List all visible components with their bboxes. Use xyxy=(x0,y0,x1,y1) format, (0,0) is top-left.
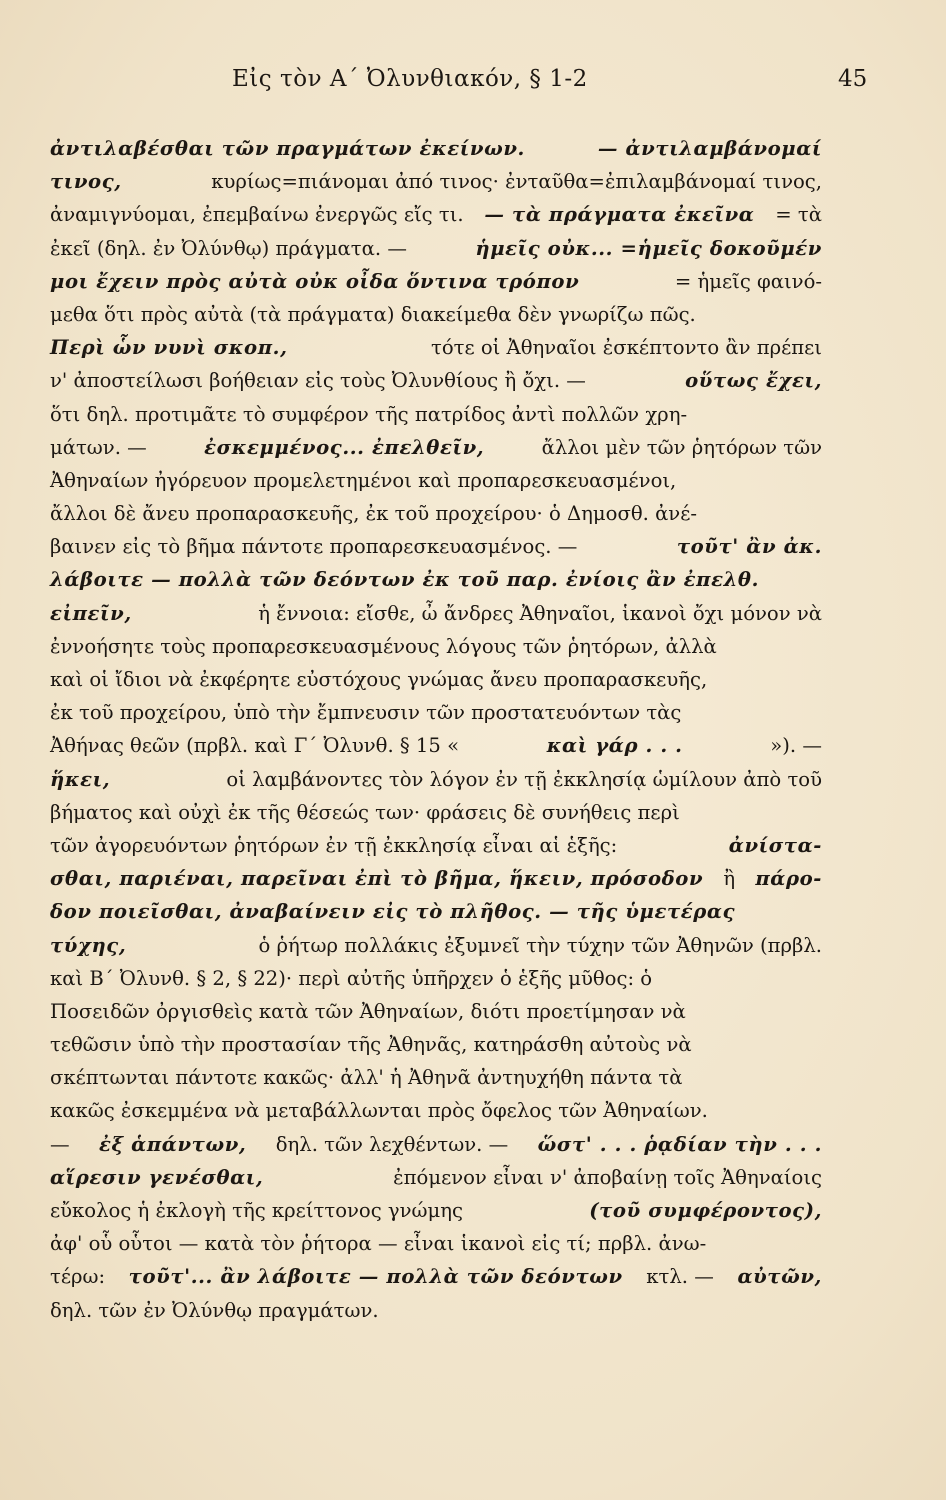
gloss-text: ἢ xyxy=(723,867,736,891)
gloss-text: κυρίως=πιάνομαι ἀπό τινος· ἐνταῦθα=ἐπιλαμβάνομαί τινος, xyxy=(211,170,822,194)
text-line xyxy=(50,530,822,563)
gloss-text: βήματος καὶ οὐχὶ ἐκ τῆς θέσεώς των· φράσεις δὲ συνήθεις περὶ xyxy=(50,800,680,824)
lemma-text: λάβοιτε — πολλὰ τῶν δεόντων ἐκ τοῦ παρ. ἐνίοις ἂν ἐπελθ. xyxy=(50,568,760,592)
text-line xyxy=(50,1227,822,1260)
gloss-text: — xyxy=(50,1132,70,1156)
text-line xyxy=(50,597,822,630)
lemma-text: ὥστ' . . . ῥᾳδίαν τὴν . . . xyxy=(537,1132,822,1156)
gloss-text: ἐννοήσητε τοὺς προπαρεσκευασμένους λόγους τῶν ῥητόρων, ἀλλὰ xyxy=(50,634,717,658)
text-line xyxy=(50,763,822,796)
gloss-text: ἐκεῖ (δηλ. ἐν Ὀλύνθῳ) πράγματα. — xyxy=(50,236,407,260)
text-line xyxy=(50,630,822,663)
text-line xyxy=(50,232,822,265)
lemma-text: ἀνίστα- xyxy=(728,833,822,857)
lemma-text: δον ποιεῖσθαι, ἀναβαίνειν εἰς τὸ πλῆθος. — τῆς ὑμετέρας xyxy=(50,900,736,924)
text-line xyxy=(50,298,822,331)
lemma-text: καὶ γάρ . . . xyxy=(546,734,683,758)
gloss-text: μεθα ὅτι πρὸς αὐτὰ (τὰ πράγματα) διακείμεθα δὲν γνωρίζω πῶς. xyxy=(50,302,696,326)
lemma-text: αὐτῶν, xyxy=(737,1265,822,1289)
gloss-text: τῶν ἀγορευόντων ῥητόρων ἐν τῇ ἐκκλησίᾳ εἶναι αἱ ἑξῆς: xyxy=(50,833,618,857)
gloss-text: εὔκολος ἡ ἐκλογὴ τῆς κρείττονος γνώμης xyxy=(50,1199,463,1222)
gloss-text: τέρω: xyxy=(50,1265,106,1289)
gloss-text: σκέπτωνται πάντοτε κακῶς· ἀλλ' ἡ Ἀθηνᾶ ἀντηυχήθη πάντα τὰ xyxy=(50,1066,683,1090)
lemma-text: ἐσκεμμένος... ἐπελθεῖν, xyxy=(204,435,485,459)
lemma-text: Περὶ ὧν νυνὶ σκοπ., xyxy=(50,336,288,360)
text-line xyxy=(50,132,822,165)
text-line xyxy=(50,962,822,995)
gloss-text: ἐπόμενον εἶναι ν' ἀποβαίνῃ τοῖς Ἀθηναίοις xyxy=(393,1165,822,1189)
gloss-text: δηλ. τῶν ἐν Ὀλύνθῳ πραγμάτων. xyxy=(50,1298,379,1322)
text-line xyxy=(50,1194,822,1227)
page-header xyxy=(0,60,946,110)
page-number: 45 xyxy=(838,66,868,92)
gloss-text: = τὰ xyxy=(775,203,822,227)
gloss-text: ν' ἀποστείλωσι βοήθειαν εἰς τοὺς Ὀλυνθίους ἢ ὄχι. — xyxy=(50,369,586,393)
gloss-text: »). — xyxy=(770,734,822,758)
gloss-text: καὶ οἱ ἴδιοι νὰ ἐκφέρητε εὐστόχους γνώμας ἄνευ προπαρασκευῆς, xyxy=(50,668,708,691)
text-line xyxy=(50,796,822,829)
gloss-text: ὁ ῥήτωρ πολλάκις ἐξυμνεῖ τὴν τύχην τῶν Ἀθηνῶν (πρβλ. xyxy=(258,933,822,957)
text-line xyxy=(50,563,822,596)
text-line xyxy=(50,497,822,530)
text-line xyxy=(50,1028,822,1061)
text-line xyxy=(50,729,822,762)
lemma-text: σθαι, παριέναι, παρεῖναι ἐπὶ τὸ βῆμα, ἥκειν, πρόσοδον xyxy=(50,867,704,891)
lemma-text: ἥκει, xyxy=(50,767,111,791)
lemma-text: τινος, xyxy=(50,170,122,194)
text-line xyxy=(50,364,822,397)
gloss-text: βαινεν εἰς τὸ βῆμα πάντοτε προπαρεσκευασμένος. — xyxy=(50,535,578,559)
text-line xyxy=(50,1161,822,1194)
text-line xyxy=(50,464,822,497)
lemma-text: τοῦτ' ἂν ἀκ. xyxy=(676,535,822,559)
lemma-text: αἵρεσιν γενέσθαι, xyxy=(50,1165,264,1189)
text-line xyxy=(50,995,822,1028)
gloss-text: Ποσειδῶν ὀργισθεὶς κατὰ τῶν Ἀθηναίων, διότι προετίμησαν νὰ xyxy=(50,999,686,1023)
text-line xyxy=(50,1094,822,1127)
text-line xyxy=(50,929,822,962)
lemma-text: ἐξ ἁπάντων, xyxy=(99,1132,247,1156)
gloss-text: κτλ. — xyxy=(646,1265,714,1289)
text-line xyxy=(50,265,822,298)
gloss-text: ἐκ τοῦ προχείρου, ὑπὸ τὴν ἔμπνευσιν τῶν προστατευόντων τὰς xyxy=(50,701,682,725)
lemma-text: — ἀντιλαμβάνομαί xyxy=(597,137,822,160)
gloss-text: Ἀθήνας θεῶν (πρβλ. καὶ Γ΄ Ὀλυνθ. § 15 « xyxy=(50,734,460,758)
text-line xyxy=(50,696,822,729)
gloss-text: δηλ. τῶν λεχθέντων. — xyxy=(275,1132,509,1156)
text-line xyxy=(50,1294,822,1327)
text-line xyxy=(50,1061,822,1094)
text-line xyxy=(50,829,822,862)
lemma-text: (τοῦ συμφέροντος), xyxy=(589,1199,822,1222)
gloss-text: ἀφ' οὗ οὗτοι — κατὰ τὸν ῥήτορα — εἶναι ἱκανοὶ εἰς τί; πρβλ. ἀνω- xyxy=(50,1232,707,1256)
lemma-text: εἰπεῖν, xyxy=(50,601,132,625)
text-line xyxy=(50,862,822,895)
gloss-text: ἡ ἔννοια: εἴσθε, ὦ ἄνδρες Ἀθηναῖοι, ἱκανοὶ ὄχι μόνον νὰ xyxy=(258,601,822,625)
gloss-text: μάτων. — xyxy=(50,435,147,459)
text-line xyxy=(50,165,822,198)
text-line xyxy=(50,398,822,431)
gloss-text: οἱ λαμβάνοντες τὸν λόγον ἐν τῇ ἐκκλησίᾳ ὡμίλουν ἀπὸ τοῦ xyxy=(226,767,822,791)
gloss-text: ἄλλοι μὲν τῶν ῥητόρων τῶν xyxy=(541,435,822,459)
text-line xyxy=(50,895,822,928)
text-line xyxy=(50,431,822,464)
running-head: Εἰς τὸν Α΄ Ὀλυνθιακόν, § 1-2 xyxy=(232,66,588,92)
gloss-text: τεθῶσιν ὑπὸ τὴν προστασίαν τῆς Ἀθηνᾶς, κατηράσθη αὐτοὺς νὰ xyxy=(50,1033,692,1057)
lemma-text: — τὰ πράγματα ἐκεῖνα xyxy=(484,203,755,227)
gloss-text: καὶ Β΄ Ὀλυνθ. § 2, § 22)· περὶ αὐτῆς ὑπῆρχεν ὁ ἑξῆς μῦθος: ὁ xyxy=(50,966,653,990)
lemma-text: τοῦτ'... ἂν λάβοιτε — πολλὰ τῶν δεόντων xyxy=(128,1265,623,1289)
text-line xyxy=(50,331,822,364)
text-line xyxy=(50,1128,822,1161)
gloss-text: ὅτι δηλ. προτιμᾶτε τὸ συμφέρον τῆς πατρίδος ἀντὶ πολλῶν χρη- xyxy=(50,402,688,426)
gloss-text: ἀναμιγνύομαι, ἐπεμβαίνω ἐνεργῶς εἴς τι. xyxy=(50,203,464,227)
lemma-text: μοι ἔχειν πρὸς αὐτὰ οὐκ οἶδα ὅντινα τρόπον xyxy=(50,269,580,293)
lemma-text: ἡμεῖς οὐκ... =ἡμεῖς δοκοῦμέν xyxy=(475,236,822,260)
gloss-text: κακῶς ἐσκεμμένα νὰ μεταβάλλωνται πρὸς ὄφελος τῶν Ἀθηναίων. xyxy=(50,1099,708,1123)
text-line xyxy=(50,1260,822,1293)
text-line xyxy=(50,198,822,231)
lemma-text: οὕτως ἔχει, xyxy=(685,369,822,393)
commentary-text xyxy=(50,132,822,1327)
gloss-text: τότε οἱ Ἀθηναῖοι ἐσκέπτοντο ἂν πρέπει xyxy=(431,336,822,360)
gloss-text: Ἀθηναίων ἠγόρευον προμελετημένοι καὶ προπαρεσκευασμένοι, xyxy=(50,468,677,492)
gloss-text: ἄλλοι δὲ ἄνευ προπαρασκευῆς, ἐκ τοῦ προχείρου· ὁ Δημοσθ. ἀνέ- xyxy=(50,502,697,526)
lemma-text: ἀντιλαβέσθαι τῶν πραγμάτων ἐκείνων. xyxy=(50,137,525,160)
text-line xyxy=(50,663,822,696)
gloss-text: = ἡμεῖς φαινό- xyxy=(674,269,822,293)
lemma-text: τύχης, xyxy=(50,933,127,957)
lemma-text: πάρο- xyxy=(755,867,822,891)
